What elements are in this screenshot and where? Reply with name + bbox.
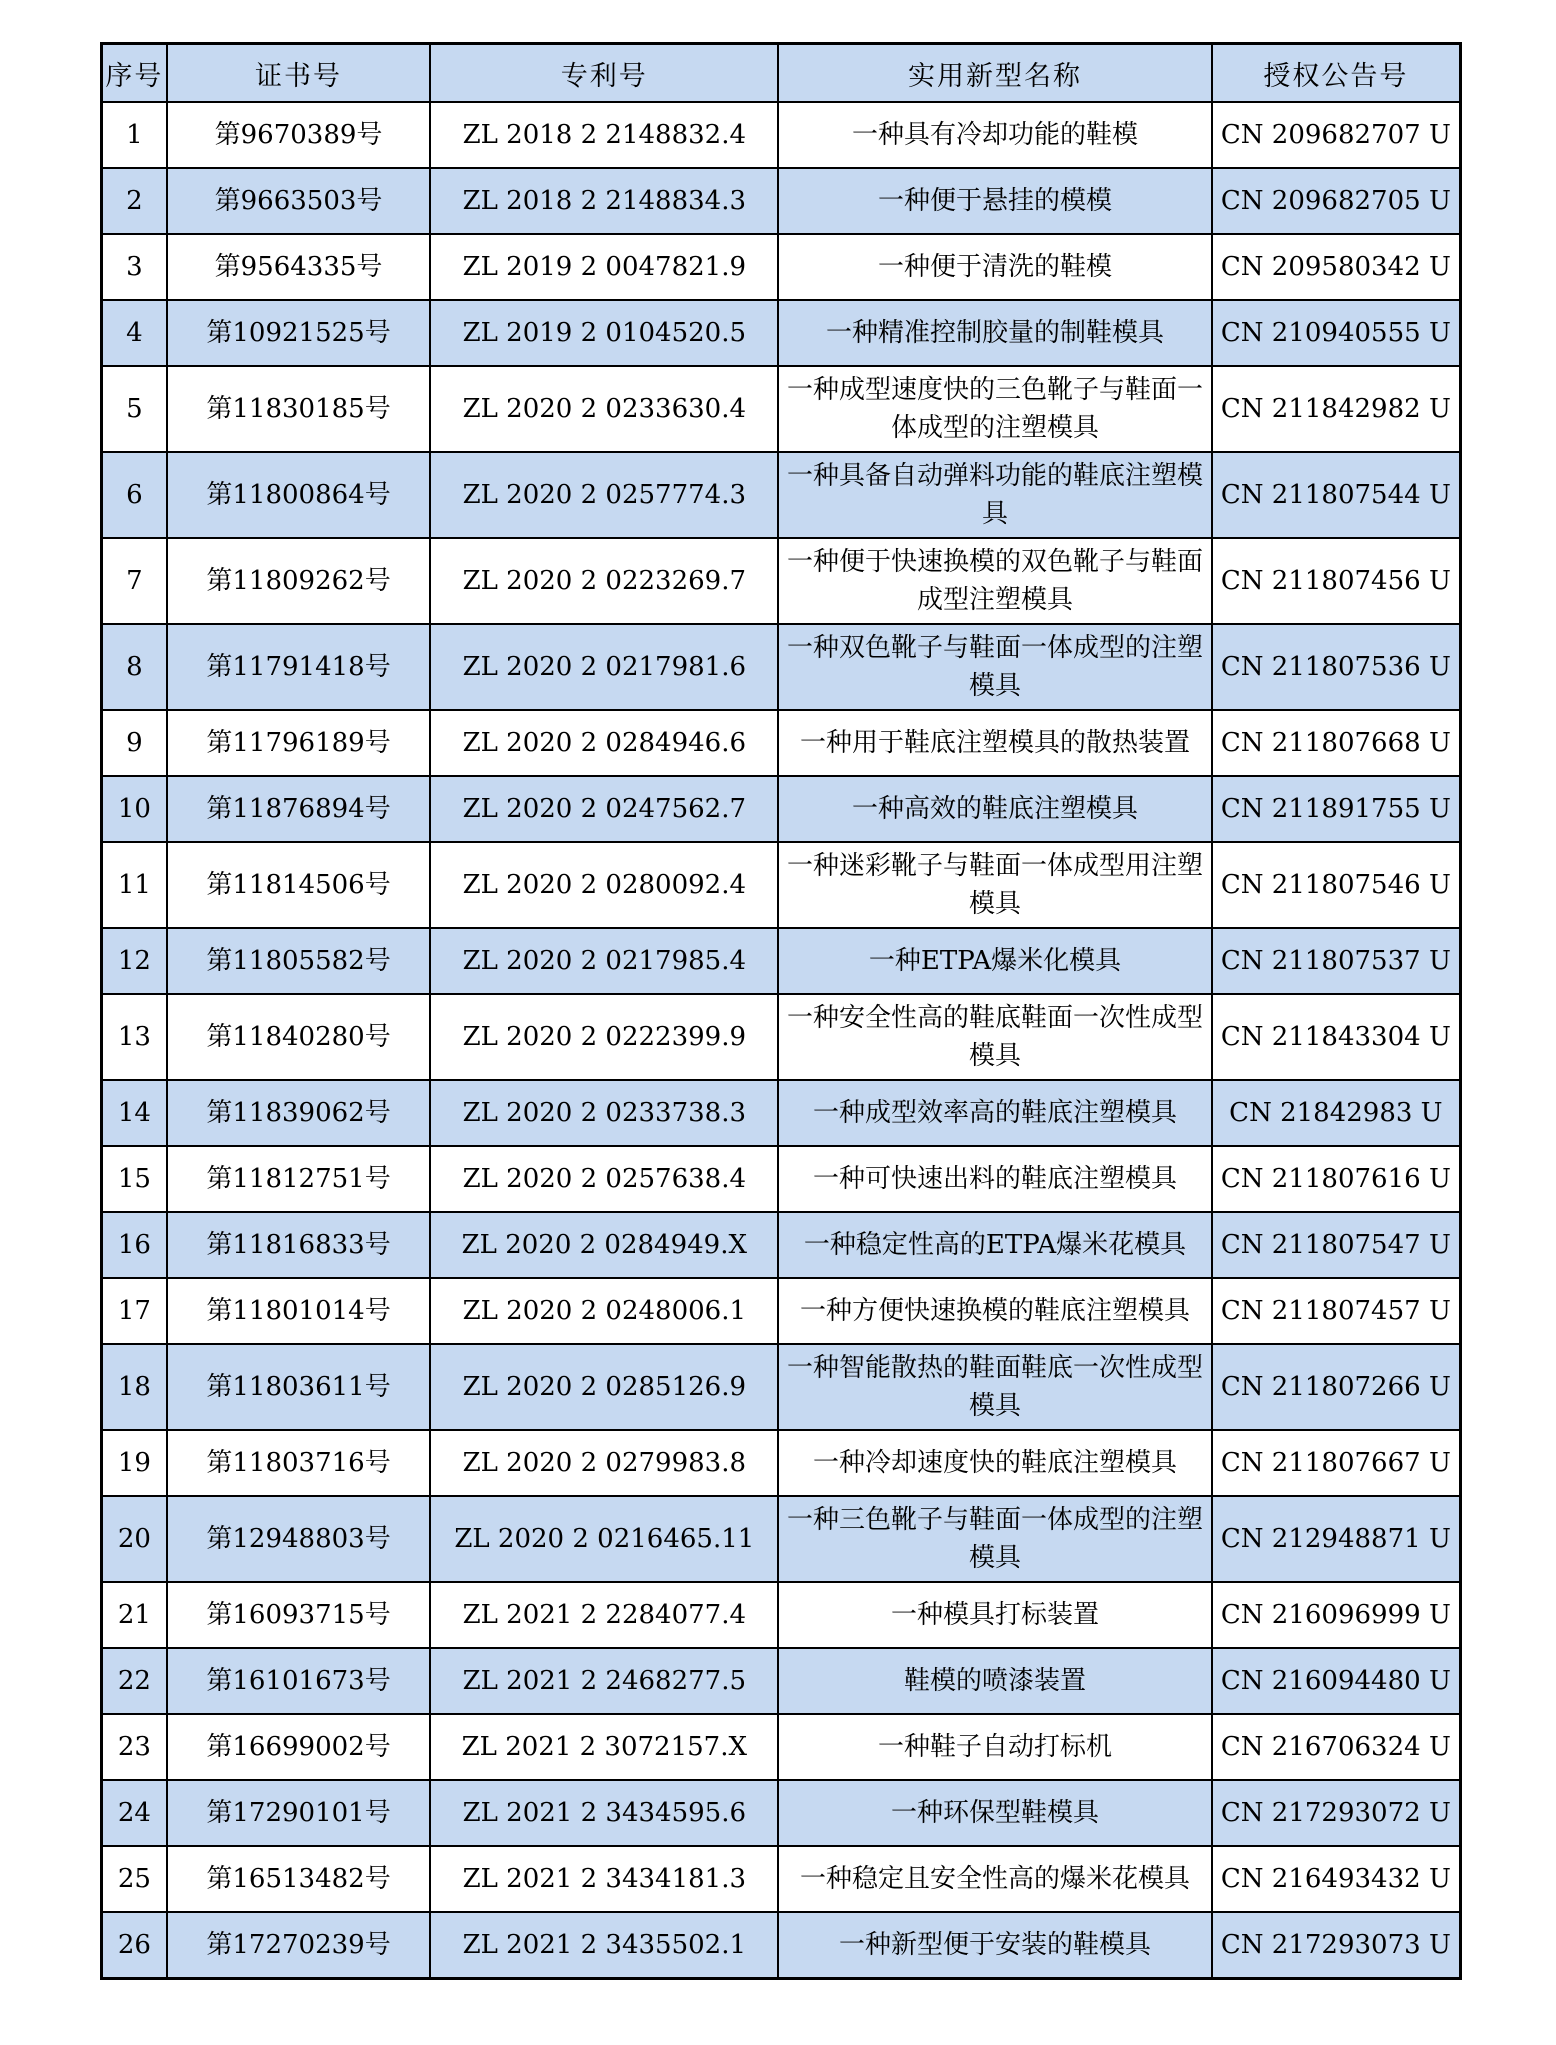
cell-patent: ZL 2020 2 0257638.4 bbox=[430, 1146, 778, 1212]
cell-name: 一种双色靴子与鞋面一体成型的注塑模具 bbox=[778, 624, 1212, 710]
cell-cert: 第11830185号 bbox=[167, 366, 431, 452]
cell-no: 18 bbox=[102, 1344, 167, 1430]
cell-no: 21 bbox=[102, 1582, 167, 1648]
cell-pub: CN 211807536 U bbox=[1212, 624, 1461, 710]
cell-name: 一种便于悬挂的模模 bbox=[778, 168, 1212, 234]
table-row bbox=[102, 366, 1461, 452]
cell-no: 5 bbox=[102, 366, 167, 452]
column-header-patent-no: 专利号 bbox=[430, 44, 778, 103]
cell-patent: ZL 2019 2 0047821.9 bbox=[430, 234, 778, 300]
table-row bbox=[102, 776, 1461, 842]
column-header-utility-name: 实用新型名称 bbox=[778, 44, 1212, 103]
cell-cert: 第16101673号 bbox=[167, 1648, 431, 1714]
cell-patent: ZL 2021 2 3434181.3 bbox=[430, 1846, 778, 1912]
cell-patent: ZL 2021 2 3072157.X bbox=[430, 1714, 778, 1780]
cell-pub: CN 210940555 U bbox=[1212, 300, 1461, 366]
cell-pub: CN 209580342 U bbox=[1212, 234, 1461, 300]
cell-cert: 第17290101号 bbox=[167, 1780, 431, 1846]
cell-patent: ZL 2018 2 2148834.3 bbox=[430, 168, 778, 234]
cell-name: 一种用于鞋底注塑模具的散热装置 bbox=[778, 710, 1212, 776]
cell-name: 一种便于清洗的鞋模 bbox=[778, 234, 1212, 300]
table-row bbox=[102, 1714, 1461, 1780]
cell-no: 14 bbox=[102, 1080, 167, 1146]
cell-cert: 第11803716号 bbox=[167, 1430, 431, 1496]
table-row bbox=[102, 1080, 1461, 1146]
cell-no: 9 bbox=[102, 710, 167, 776]
cell-cert: 第16513482号 bbox=[167, 1846, 431, 1912]
cell-pub: CN 211807668 U bbox=[1212, 710, 1461, 776]
table-row bbox=[102, 452, 1461, 538]
cell-name: 一种可快速出料的鞋底注塑模具 bbox=[778, 1146, 1212, 1212]
table-row bbox=[102, 1146, 1461, 1212]
cell-patent: ZL 2018 2 2148832.4 bbox=[430, 102, 778, 168]
cell-name: 一种高效的鞋底注塑模具 bbox=[778, 776, 1212, 842]
cell-cert: 第11805582号 bbox=[167, 928, 431, 994]
cell-cert: 第10921525号 bbox=[167, 300, 431, 366]
cell-cert: 第11809262号 bbox=[167, 538, 431, 624]
cell-no: 16 bbox=[102, 1212, 167, 1278]
cell-name: 一种ETPA爆米化模具 bbox=[778, 928, 1212, 994]
table-row bbox=[102, 994, 1461, 1080]
table-row bbox=[102, 928, 1461, 994]
column-header-index: 序号 bbox=[102, 44, 167, 103]
cell-no: 23 bbox=[102, 1714, 167, 1780]
cell-pub: CN 209682705 U bbox=[1212, 168, 1461, 234]
cell-pub: CN 211807457 U bbox=[1212, 1278, 1461, 1344]
table-row bbox=[102, 102, 1461, 168]
table-row bbox=[102, 710, 1461, 776]
cell-no: 11 bbox=[102, 842, 167, 928]
cell-patent: ZL 2020 2 0285126.9 bbox=[430, 1344, 778, 1430]
cell-cert: 第9564335号 bbox=[167, 234, 431, 300]
cell-name: 一种便于快速换模的双色靴子与鞋面成型注塑模具 bbox=[778, 538, 1212, 624]
cell-no: 26 bbox=[102, 1912, 167, 1979]
cell-no: 10 bbox=[102, 776, 167, 842]
cell-name: 一种模具打标装置 bbox=[778, 1582, 1212, 1648]
table-row bbox=[102, 1212, 1461, 1278]
cell-cert: 第11803611号 bbox=[167, 1344, 431, 1430]
cell-name: 一种迷彩靴子与鞋面一体成型用注塑模具 bbox=[778, 842, 1212, 928]
cell-pub: CN 212948871 U bbox=[1212, 1496, 1461, 1582]
cell-no: 6 bbox=[102, 452, 167, 538]
cell-cert: 第16093715号 bbox=[167, 1582, 431, 1648]
cell-pub: CN 216706324 U bbox=[1212, 1714, 1461, 1780]
table-row bbox=[102, 1278, 1461, 1344]
table-row bbox=[102, 168, 1461, 234]
cell-patent: ZL 2020 2 0280092.4 bbox=[430, 842, 778, 928]
cell-no: 12 bbox=[102, 928, 167, 994]
cell-name: 一种鞋子自动打标机 bbox=[778, 1714, 1212, 1780]
cell-patent: ZL 2021 2 3435502.1 bbox=[430, 1912, 778, 1979]
cell-pub: CN 211807667 U bbox=[1212, 1430, 1461, 1496]
cell-no: 24 bbox=[102, 1780, 167, 1846]
cell-name: 一种新型便于安装的鞋模具 bbox=[778, 1912, 1212, 1979]
cell-pub: CN 211807266 U bbox=[1212, 1344, 1461, 1430]
cell-name: 一种具备自动弹料功能的鞋底注塑模具 bbox=[778, 452, 1212, 538]
cell-patent: ZL 2020 2 0216465.11 bbox=[430, 1496, 778, 1582]
cell-pub: CN 217293072 U bbox=[1212, 1780, 1461, 1846]
cell-cert: 第9670389号 bbox=[167, 102, 431, 168]
cell-no: 1 bbox=[102, 102, 167, 168]
table-row bbox=[102, 624, 1461, 710]
cell-cert: 第12948803号 bbox=[167, 1496, 431, 1582]
cell-cert: 第11840280号 bbox=[167, 994, 431, 1080]
cell-pub: CN 211807547 U bbox=[1212, 1212, 1461, 1278]
header-row bbox=[102, 44, 1461, 103]
cell-name: 一种稳定性高的ETPA爆米花模具 bbox=[778, 1212, 1212, 1278]
cell-cert: 第11816833号 bbox=[167, 1212, 431, 1278]
cell-pub: CN 216493432 U bbox=[1212, 1846, 1461, 1912]
table-row bbox=[102, 842, 1461, 928]
table-row bbox=[102, 1430, 1461, 1496]
table-row bbox=[102, 1582, 1461, 1648]
cell-no: 13 bbox=[102, 994, 167, 1080]
cell-name: 一种成型效率高的鞋底注塑模具 bbox=[778, 1080, 1212, 1146]
cell-patent: ZL 2020 2 0279983.8 bbox=[430, 1430, 778, 1496]
cell-name: 一种具有冷却功能的鞋模 bbox=[778, 102, 1212, 168]
cell-patent: ZL 2019 2 0104520.5 bbox=[430, 300, 778, 366]
cell-pub: CN 211842982 U bbox=[1212, 366, 1461, 452]
table-row bbox=[102, 1648, 1461, 1714]
cell-patent: ZL 2020 2 0248006.1 bbox=[430, 1278, 778, 1344]
table-row bbox=[102, 538, 1461, 624]
table-row bbox=[102, 1344, 1461, 1430]
cell-no: 25 bbox=[102, 1846, 167, 1912]
cell-no: 20 bbox=[102, 1496, 167, 1582]
cell-no: 8 bbox=[102, 624, 167, 710]
cell-pub: CN 21842983 U bbox=[1212, 1080, 1461, 1146]
cell-cert: 第11800864号 bbox=[167, 452, 431, 538]
cell-name: 一种精准控制胶量的制鞋模具 bbox=[778, 300, 1212, 366]
cell-pub: CN 217293073 U bbox=[1212, 1912, 1461, 1979]
cell-pub: CN 216094480 U bbox=[1212, 1648, 1461, 1714]
cell-no: 15 bbox=[102, 1146, 167, 1212]
cell-pub: CN 211807537 U bbox=[1212, 928, 1461, 994]
cell-patent: ZL 2020 2 0223269.7 bbox=[430, 538, 778, 624]
cell-name: 一种环保型鞋模具 bbox=[778, 1780, 1212, 1846]
cell-patent: ZL 2020 2 0217985.4 bbox=[430, 928, 778, 994]
cell-cert: 第11791418号 bbox=[167, 624, 431, 710]
cell-patent: ZL 2020 2 0284949.X bbox=[430, 1212, 778, 1278]
table-row bbox=[102, 234, 1461, 300]
cell-cert: 第11839062号 bbox=[167, 1080, 431, 1146]
cell-no: 4 bbox=[102, 300, 167, 366]
cell-name: 一种方便快速换模的鞋底注塑模具 bbox=[778, 1278, 1212, 1344]
cell-no: 7 bbox=[102, 538, 167, 624]
cell-no: 22 bbox=[102, 1648, 167, 1714]
patent-table bbox=[100, 42, 1462, 1980]
table-row bbox=[102, 1496, 1461, 1582]
cell-name: 鞋模的喷漆装置 bbox=[778, 1648, 1212, 1714]
table-row bbox=[102, 1780, 1461, 1846]
cell-pub: CN 211807544 U bbox=[1212, 452, 1461, 538]
cell-patent: ZL 2020 2 0284946.6 bbox=[430, 710, 778, 776]
cell-cert: 第11876894号 bbox=[167, 776, 431, 842]
cell-name: 一种三色靴子与鞋面一体成型的注塑模具 bbox=[778, 1496, 1212, 1582]
patent-table-header bbox=[102, 44, 1461, 103]
cell-pub: CN 209682707 U bbox=[1212, 102, 1461, 168]
cell-name: 一种成型速度快的三色靴子与鞋面一体成型的注塑模具 bbox=[778, 366, 1212, 452]
cell-patent: ZL 2020 2 0257774.3 bbox=[430, 452, 778, 538]
cell-pub: CN 211891755 U bbox=[1212, 776, 1461, 842]
table-row bbox=[102, 300, 1461, 366]
patent-table-body bbox=[102, 102, 1461, 1979]
cell-pub: CN 211807616 U bbox=[1212, 1146, 1461, 1212]
cell-no: 17 bbox=[102, 1278, 167, 1344]
cell-no: 19 bbox=[102, 1430, 167, 1496]
cell-patent: ZL 2021 2 2284077.4 bbox=[430, 1582, 778, 1648]
cell-patent: ZL 2020 2 0233738.3 bbox=[430, 1080, 778, 1146]
column-header-publication: 授权公告号 bbox=[1212, 44, 1461, 103]
table-row bbox=[102, 1912, 1461, 1979]
cell-cert: 第17270239号 bbox=[167, 1912, 431, 1979]
cell-cert: 第11796189号 bbox=[167, 710, 431, 776]
cell-name: 一种冷却速度快的鞋底注塑模具 bbox=[778, 1430, 1212, 1496]
cell-patent: ZL 2020 2 0222399.9 bbox=[430, 994, 778, 1080]
cell-no: 2 bbox=[102, 168, 167, 234]
cell-pub: CN 211843304 U bbox=[1212, 994, 1461, 1080]
cell-patent: ZL 2021 2 3434595.6 bbox=[430, 1780, 778, 1846]
cell-no: 3 bbox=[102, 234, 167, 300]
cell-name: 一种智能散热的鞋面鞋底一次性成型模具 bbox=[778, 1344, 1212, 1430]
cell-cert: 第16699002号 bbox=[167, 1714, 431, 1780]
cell-patent: ZL 2021 2 2468277.5 bbox=[430, 1648, 778, 1714]
cell-pub: CN 211807456 U bbox=[1212, 538, 1461, 624]
table-row bbox=[102, 1846, 1461, 1912]
cell-patent: ZL 2020 2 0217981.6 bbox=[430, 624, 778, 710]
cell-cert: 第9663503号 bbox=[167, 168, 431, 234]
cell-cert: 第11801014号 bbox=[167, 1278, 431, 1344]
cell-pub: CN 211807546 U bbox=[1212, 842, 1461, 928]
cell-patent: ZL 2020 2 0233630.4 bbox=[430, 366, 778, 452]
cell-name: 一种安全性高的鞋底鞋面一次性成型模具 bbox=[778, 994, 1212, 1080]
cell-pub: CN 216096999 U bbox=[1212, 1582, 1461, 1648]
cell-cert: 第11812751号 bbox=[167, 1146, 431, 1212]
cell-name: 一种稳定且安全性高的爆米花模具 bbox=[778, 1846, 1212, 1912]
cell-patent: ZL 2020 2 0247562.7 bbox=[430, 776, 778, 842]
cell-cert: 第11814506号 bbox=[167, 842, 431, 928]
column-header-certificate: 证书号 bbox=[167, 44, 431, 103]
